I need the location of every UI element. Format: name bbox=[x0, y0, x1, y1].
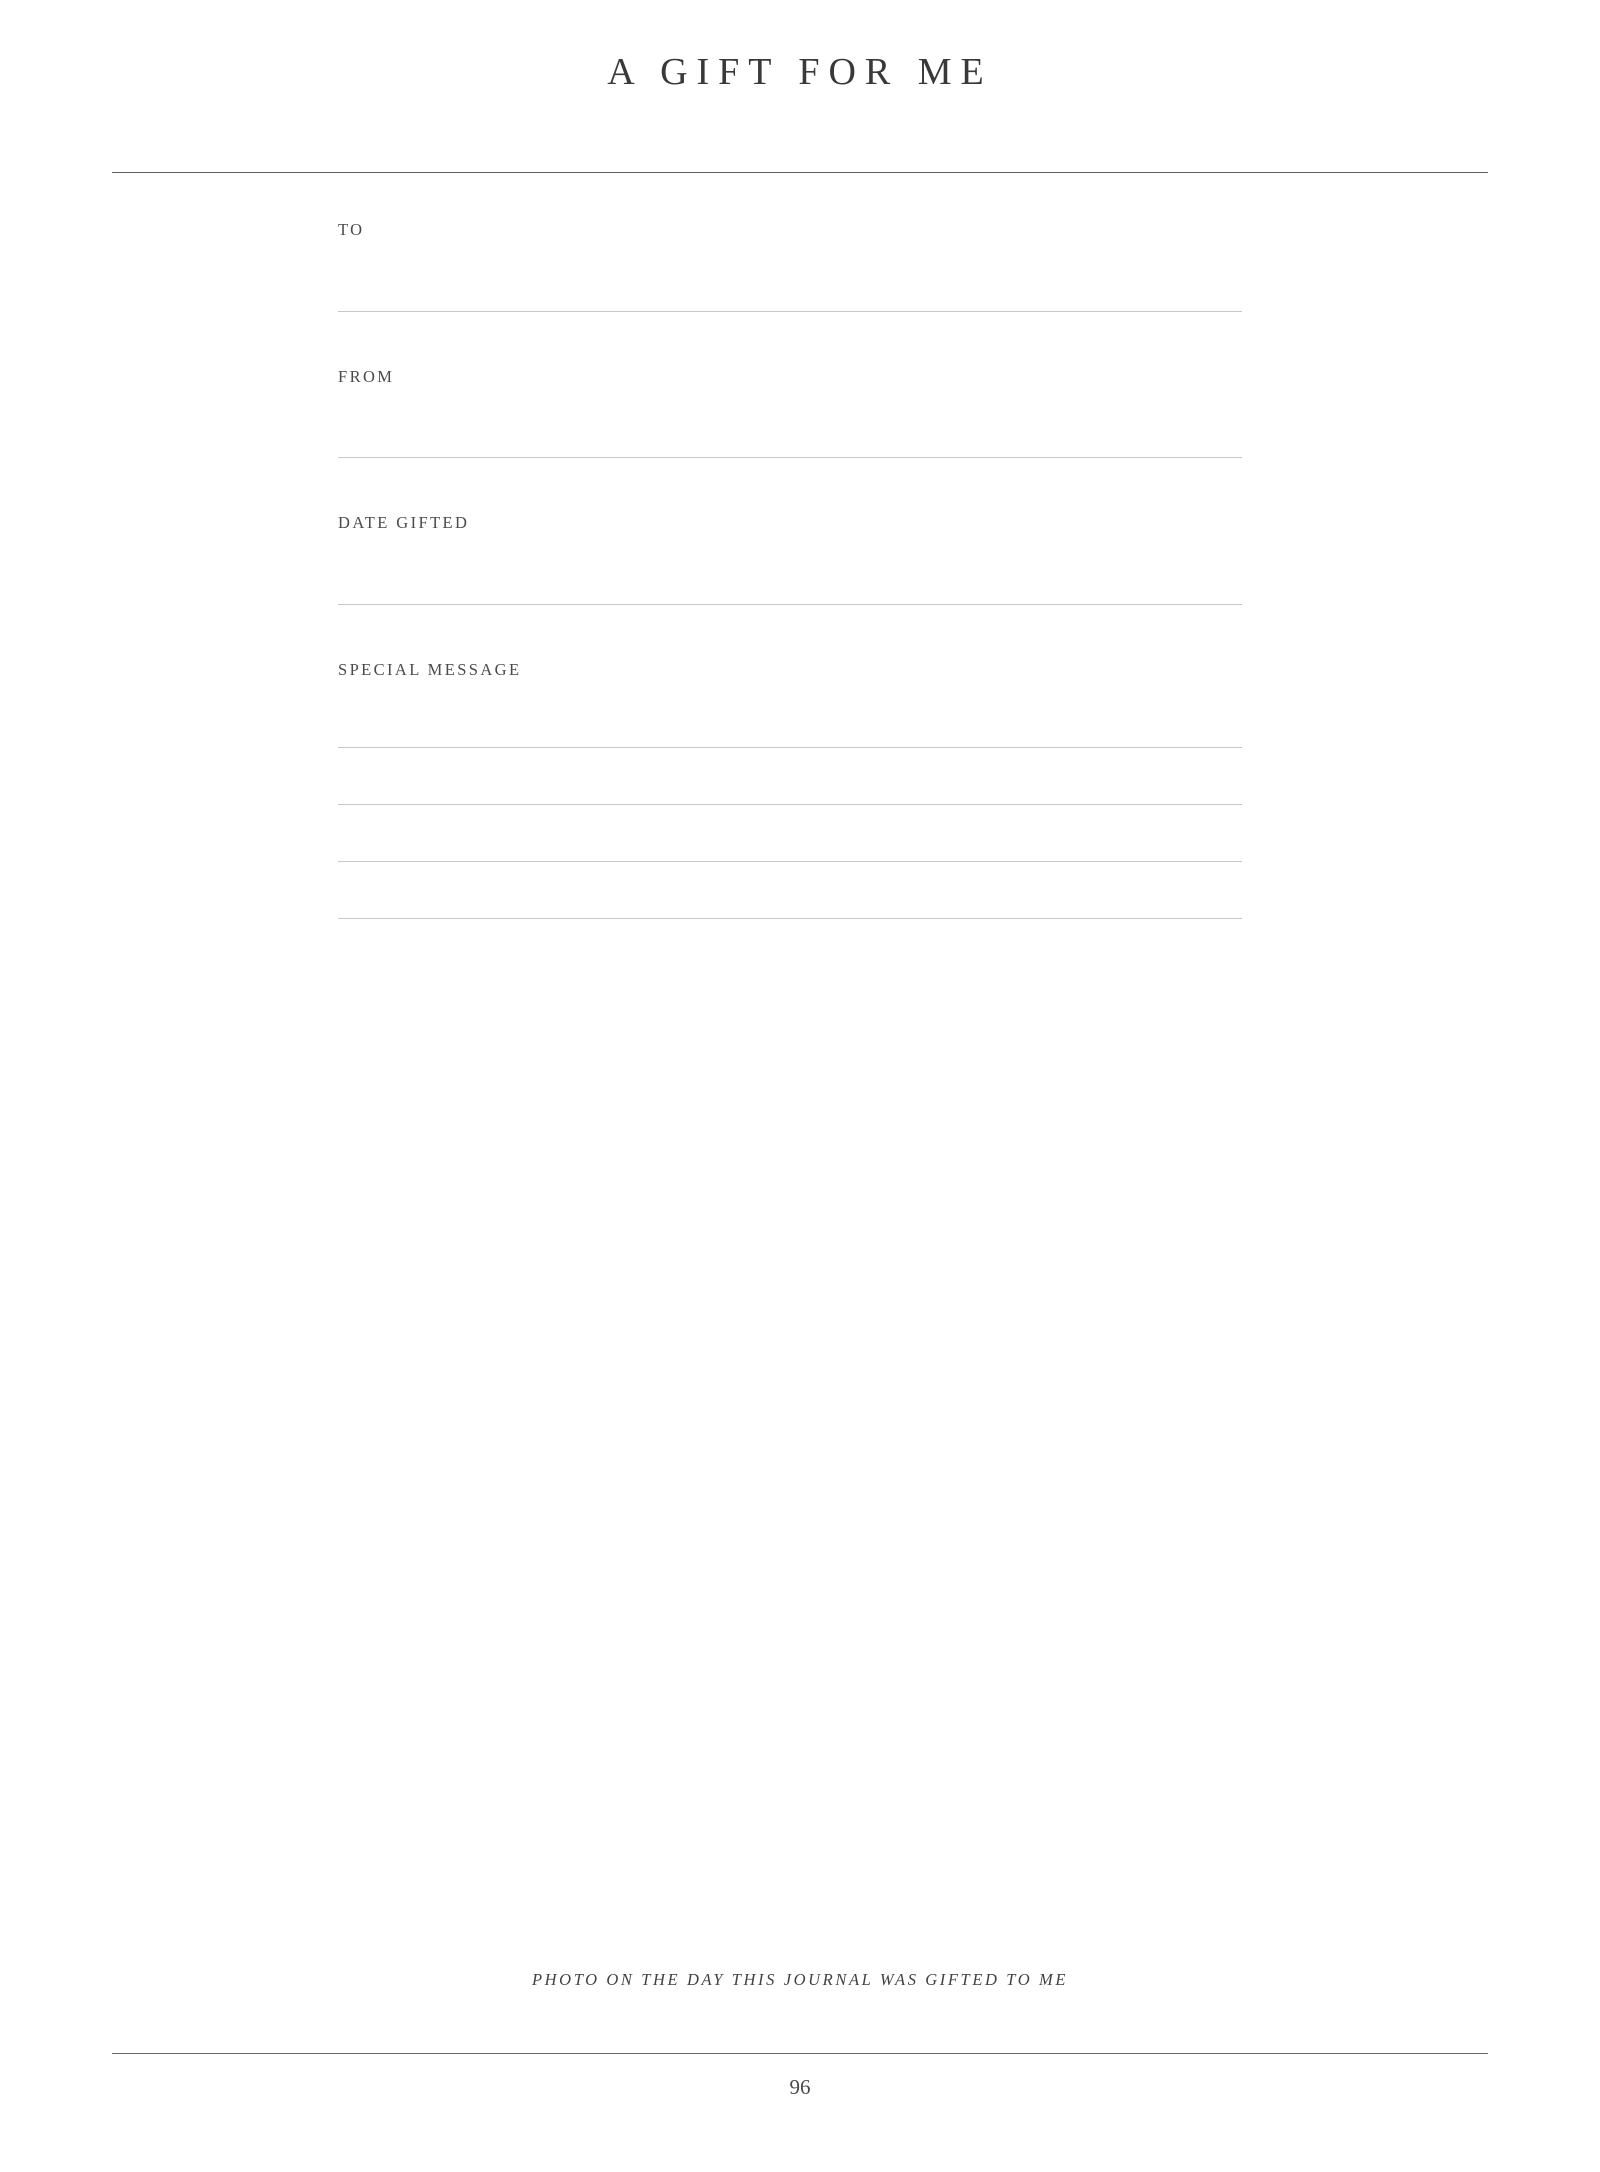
field-special-message-writing-line[interactable] bbox=[338, 804, 1242, 805]
field-to bbox=[338, 222, 1242, 312]
field-special-message-writing-line[interactable] bbox=[338, 861, 1242, 862]
field-special-message-label: SPECIAL MESSAGE bbox=[338, 659, 522, 679]
page-number: 96 bbox=[789, 2075, 811, 2099]
page-title: A GIFT FOR ME bbox=[607, 51, 993, 93]
gift-details-form bbox=[338, 222, 1242, 919]
photo-caption: PHOTO ON THE DAY THIS JOURNAL WAS GIFTED TO ME bbox=[531, 1970, 1068, 1989]
field-from-label: FROM bbox=[338, 366, 395, 386]
field-special-message-writing-line[interactable] bbox=[338, 918, 1242, 919]
field-to-label: TO bbox=[338, 220, 365, 239]
header-divider bbox=[112, 172, 1488, 173]
field-special-message bbox=[338, 659, 1242, 920]
footer-divider bbox=[112, 2053, 1488, 2054]
field-from bbox=[338, 366, 1242, 459]
field-date-gifted-label: DATE GIFTED bbox=[338, 513, 470, 532]
field-date-gifted-writing-line[interactable] bbox=[338, 604, 1242, 605]
field-date-gifted bbox=[338, 515, 1242, 605]
field-to-writing-line[interactable] bbox=[338, 311, 1242, 312]
field-special-message-writing-line[interactable] bbox=[338, 747, 1242, 748]
field-from-writing-line[interactable] bbox=[338, 457, 1242, 458]
